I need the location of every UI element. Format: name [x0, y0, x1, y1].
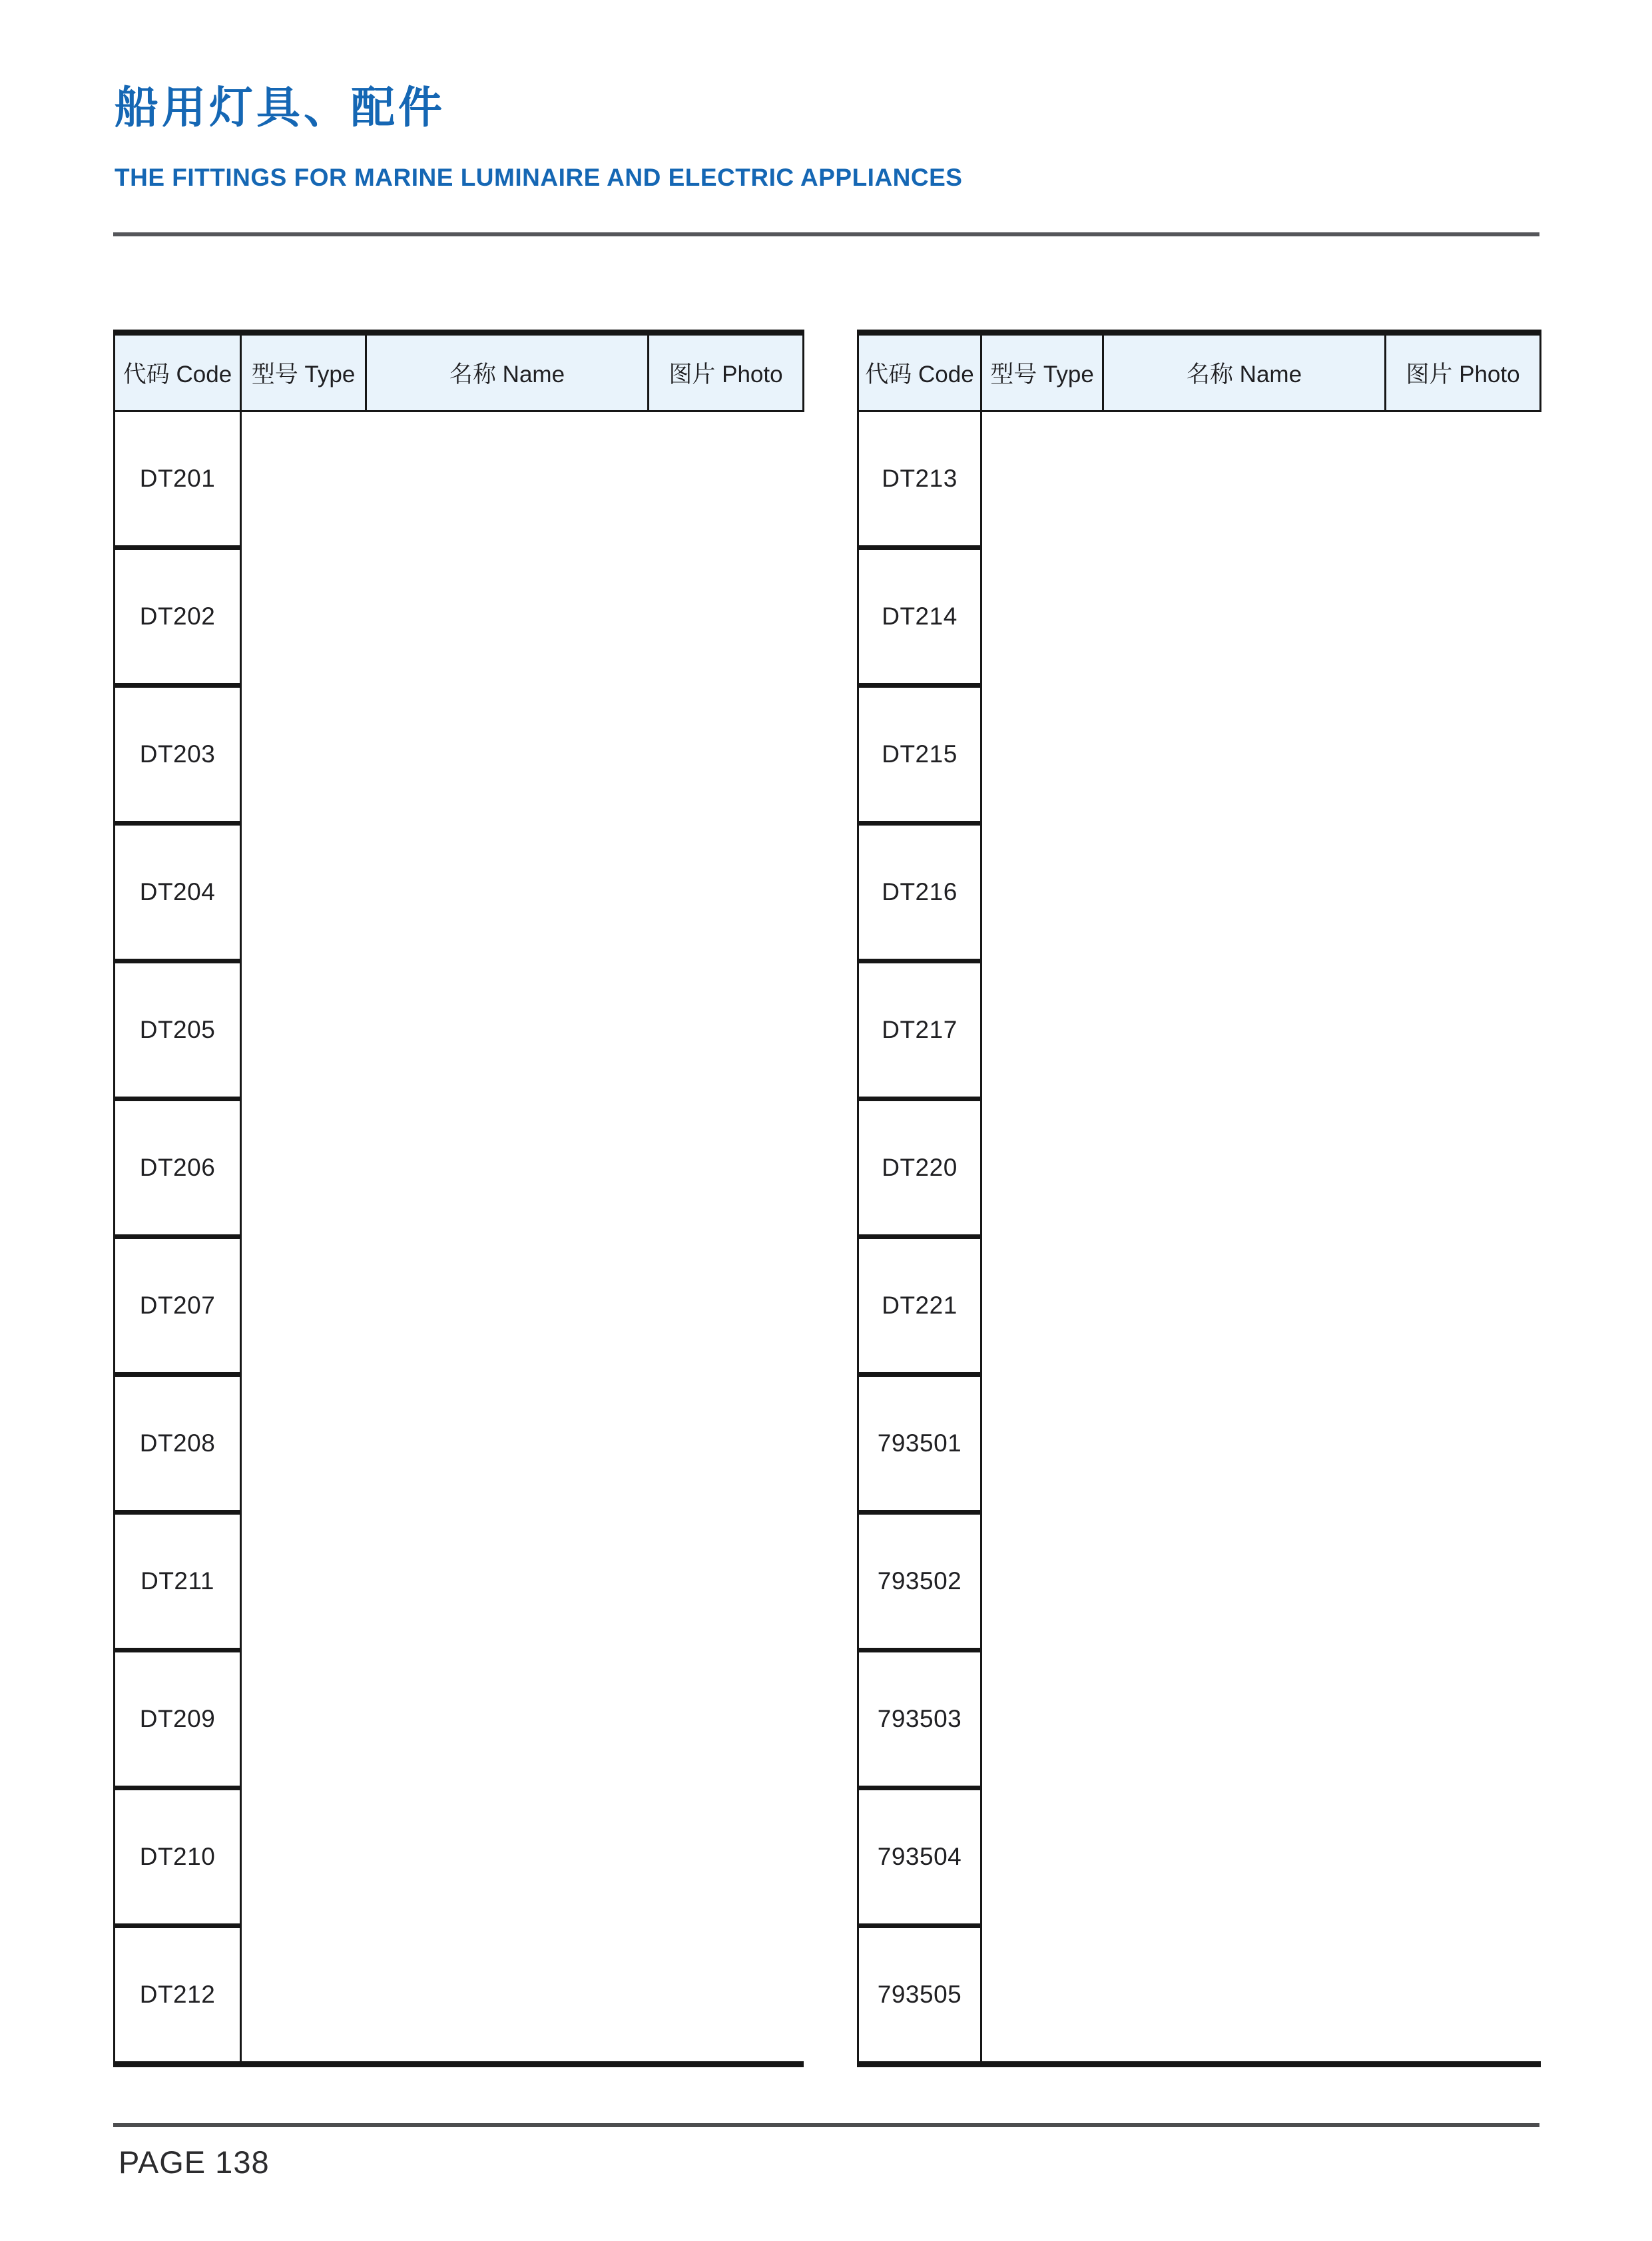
- title-divider: [113, 232, 1539, 236]
- product-code: 793505: [858, 1926, 981, 2065]
- table-row: [115, 1237, 804, 1375]
- col-header-code: 代码 Code: [858, 333, 981, 411]
- table-row: [858, 1237, 1541, 1375]
- table-row: [115, 1650, 804, 1788]
- table-row: [858, 1926, 1541, 2065]
- product-code: DT211: [115, 1513, 241, 1650]
- product-code: 793503: [858, 1650, 981, 1788]
- table-row: [115, 1375, 804, 1513]
- product-code: DT208: [115, 1375, 241, 1513]
- table-row: [858, 686, 1541, 824]
- table-row: [858, 1099, 1541, 1237]
- product-code: DT201: [115, 411, 241, 548]
- page-subtitle: THE FITTINGS FOR MARINE LUMINAIRE AND ELECTRIC APPLIANCES: [115, 164, 963, 191]
- product-code: DT202: [115, 548, 241, 686]
- product-code: DT220: [858, 1099, 981, 1237]
- product-code: DT205: [115, 961, 241, 1099]
- col-header-name: 名称 Name: [1103, 333, 1386, 411]
- product-code: 793504: [858, 1788, 981, 1926]
- table-row: [858, 961, 1541, 1099]
- table-row: [858, 824, 1541, 961]
- table-row: [858, 1513, 1541, 1650]
- col-header-photo: 图片 Photo: [649, 333, 804, 411]
- table-row: [115, 686, 804, 824]
- product-code: DT216: [858, 824, 981, 961]
- table-row: [858, 548, 1541, 686]
- page-number: PAGE 138: [119, 2144, 270, 2180]
- footer-divider: [113, 2123, 1539, 2127]
- col-header-photo: 图片 Photo: [1386, 333, 1541, 411]
- table-row: [858, 1788, 1541, 1926]
- product-code: DT214: [858, 548, 981, 686]
- parts-table-left: [113, 330, 804, 2067]
- product-code: DT203: [115, 686, 241, 824]
- product-code: 793502: [858, 1513, 981, 1650]
- col-header-type: 型号 Type: [241, 333, 366, 411]
- table-row: [115, 1099, 804, 1237]
- table-row: [858, 1650, 1541, 1788]
- table-row: [115, 961, 804, 1099]
- table-header-row: [115, 333, 804, 411]
- table-header-row: [858, 333, 1541, 411]
- product-code: 793501: [858, 1375, 981, 1513]
- table-row: [115, 824, 804, 961]
- product-code: DT207: [115, 1237, 241, 1375]
- product-code: DT213: [858, 411, 981, 548]
- table-row: [115, 411, 804, 548]
- col-header-type: 型号 Type: [981, 333, 1103, 411]
- product-code: DT217: [858, 961, 981, 1099]
- table-row: [858, 411, 1541, 548]
- parts-table-right: [857, 330, 1541, 2067]
- product-code: DT206: [115, 1099, 241, 1237]
- col-header-name: 名称 Name: [366, 333, 649, 411]
- col-header-code: 代码 Code: [115, 333, 241, 411]
- table-row: [115, 1926, 804, 2065]
- page-title: 船用灯具、配件: [115, 83, 445, 132]
- product-code: DT204: [115, 824, 241, 961]
- table-row: [115, 1788, 804, 1926]
- product-code: DT212: [115, 1926, 241, 2065]
- product-code: DT215: [858, 686, 981, 824]
- table-row: [115, 1513, 804, 1650]
- product-code: DT209: [115, 1650, 241, 1788]
- product-code: DT221: [858, 1237, 981, 1375]
- table-row: [858, 1375, 1541, 1513]
- product-code: DT210: [115, 1788, 241, 1926]
- table-row: [115, 548, 804, 686]
